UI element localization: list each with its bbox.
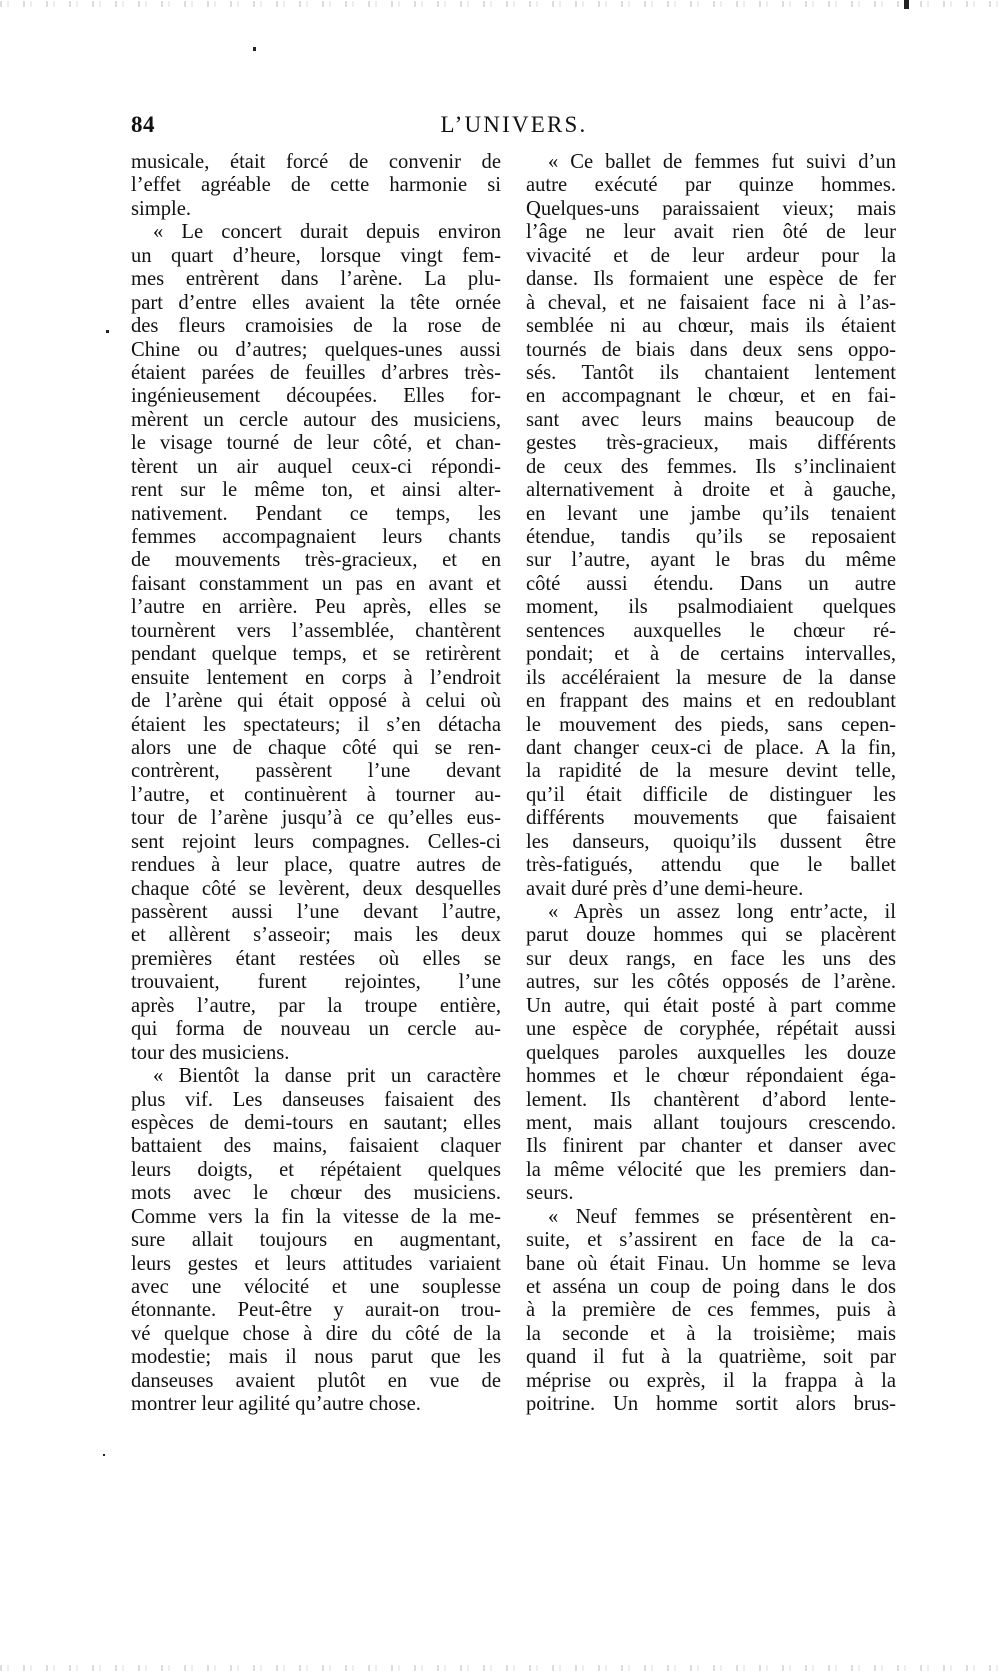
right-column [526,151,896,1417]
text-line: mèrent un cercle autour des musiciens, [131,408,501,431]
text-line: « Ce ballet de femmes fut suivi d’un [548,151,896,173]
text-line: plus vif. Les danseuses faisaient des [131,1088,501,1111]
text-line: une espèce de coryphée, répétait aussi [526,1018,896,1041]
text-line: le visage tourné de leur côté, et chan- [131,432,501,455]
text-line: Quelques-uns paraissaient vieux; mais [526,197,896,220]
text-line: l’autre en arrière. Peu après, elles se [131,596,501,619]
text-line: autres, sur les côtés opposés de l’arène. [526,971,896,994]
text-line: tèrent un air auquel ceux-ci répondi- [131,455,501,478]
text-line: de ceux des femmes. Ils s’inclinaient [526,455,896,478]
text-line: dant changer ceux-ci de place. A la fin, [526,736,896,759]
text-line: premières étant restées où elles se [131,947,501,970]
text-line: ils accéléraient la mesure de la danse [526,666,896,689]
text-line: autre exécuté par quinze hommes. [526,174,896,197]
text-line: battaient des mains, faisaient claquer [131,1135,501,1158]
text-line: pendant quelque temps, et se retirèrent [131,643,501,666]
page-number: 84 [131,112,155,137]
text-line: passèrent aussi l’une devant l’autre, [131,901,501,923]
text-line: des fleurs cramoisies de la rose de [131,315,501,338]
text-line: en accompagnant le chœur, et en fai- [526,385,896,408]
text-line: quelques paroles auxquelles les douze [526,1041,896,1064]
text-line: étaient les spectateurs; il s’en détacha [131,713,501,736]
text-line: sent rejoint leurs compagnes. Celles-ci [131,830,501,853]
text-line: tournèrent vers l’assemblée, chantèrent [131,619,501,642]
text-line: trouvaient, furent rejointes, l’une [131,971,501,994]
left-column [131,151,501,1417]
text-line: contrèrent, passèrent l’une devant [131,760,501,783]
text-line: les danseurs, quoiqu’ils dussent être [526,830,896,853]
text-line: à cheval, et ne faisaient face ni à l’as- [526,291,896,314]
text-line: modestie; mais il nous parut que les [131,1346,501,1369]
text-line: tournés de biais dans deux sens oppo- [526,338,896,361]
text-line: Un autre, qui était posté à part comme [526,994,896,1017]
text-line: en frappant des mains et en redoublant [526,690,896,713]
text-line: vivacité et de leur ardeur pour la [526,244,896,267]
text-line: en levant une jambe qu’ils tenaient [526,502,896,525]
text-line: tour des musiciens. [131,1041,290,1064]
text-line: étendue, tandis qu’ils se reposaient [526,526,896,548]
text-line: part d’entre elles avaient la tête ornée [131,291,501,314]
text-line: après l’autre, par la troupe entière, [131,994,501,1017]
text-line: rent sur le même ton, et ainsi alter- [131,479,501,502]
text-line: sant avec leurs mains beaucoup de [526,408,896,431]
text-line: la rapidité de la mesure devint telle, [526,760,896,783]
text-line: hommes et le chœur répondaient éga- [526,1065,896,1088]
text-line: sentences auxquelles le chœur ré- [526,619,896,642]
text-line: mots avec le chœur des musiciens. [131,1182,501,1205]
text-line: poitrine. Un homme sortit alors brus- [526,1393,896,1416]
text-line: leurs doigts, et répétaient quelques [131,1158,501,1181]
text-line: lement. Ils chantèrent d’abord lente- [526,1088,896,1111]
text-line: leurs gestes et leurs attitudes variaient [131,1252,501,1275]
text-line: faisant constamment un pas en avant et [131,572,501,595]
text-line: avait duré près d’une demi-heure. [526,877,804,900]
text-line: espèces de demi-tours en sautant; elles [131,1111,501,1134]
text-line: de mouvements très-gracieux, et en [131,549,501,572]
text-line: à la première de ces femmes, puis à [526,1299,896,1322]
text-line: bane où était Finau. Un homme se leva [526,1252,896,1275]
text-line: sure allait toujours en augmentant, [131,1229,501,1252]
text-line: musicale, était forcé de convenir de [131,151,501,173]
text-line: « Après un assez long entr’acte, il [548,901,896,923]
scan-speck [904,0,909,9]
running-title: L’UNIVERS. [440,112,588,137]
text-line: quand il fut à la quatrième, soit par [526,1346,896,1369]
text-line: chaque côté se levèrent, deux desquelles [131,877,501,900]
text-line: Comme vers la fin la vitesse de la me- [131,1205,501,1228]
text-line: l’âge ne leur avait rien ôté de leur [526,221,896,244]
scan-artifact-top [0,1,1000,7]
text-line: Ils finirent par chanter et danser avec [526,1135,896,1158]
text-line: l’effet agréable de cette harmonie si [131,174,501,197]
scan-speck [106,330,109,333]
text-line: suite, et s’assirent en face de la ca- [526,1229,896,1252]
text-line: seurs. [526,1182,574,1205]
text-line: moment, ils psalmodiaient quelques [526,596,896,619]
text-line: ingénieusement découpées. Elles for- [131,385,501,408]
text-line: gestes très-gracieux, mais différents [526,432,896,455]
text-line: sur deux rangs, en face les uns des [526,947,896,970]
text-line: côté aussi étendu. Dans un autre [526,572,896,595]
text-line: et allèrent s’asseoir; mais les deux [131,924,501,947]
text-line: semblée ni au chœur, mais ils étaient [526,315,896,338]
text-line: un quart d’heure, lorsque vingt fem- [131,244,501,267]
text-line: et asséna un coup de poing dans le dos [526,1276,896,1298]
text-line: tour de l’arène jusqu’à ce qu’elles eus- [131,807,501,830]
text-line: alors une de chaque côté qui se ren- [131,736,501,759]
text-line: « Le concert durait depuis environ [153,221,501,244]
text-line: étonnante. Peut-être y aurait-on trou- [131,1299,501,1322]
text-line: qu’il était difficile de distinguer les [526,783,896,806]
text-line: ensuite lentement en corps à l’endroit [131,666,501,689]
text-line: ment, mais allant toujours crescendo. [526,1111,896,1134]
text-line: simple. [131,197,192,220]
text-line: alternativement à droite et à gauche, [526,479,896,502]
text-line: avec une vélocité et une souplesse [131,1276,501,1298]
scan-speck [103,1454,105,1456]
scan-artifact-bottom [0,1665,1000,1671]
text-line: méprise ou exprès, il la frappa à la [526,1369,896,1392]
text-line: étaient parées de feuilles d’arbres très- [131,361,501,384]
text-line: très-fatigués, attendu que le ballet [526,854,896,877]
text-line: le mouvement des pieds, sans cepen- [526,713,896,736]
text-line: sés. Tantôt ils chantaient lentement [526,361,896,384]
text-line: qui forma de nouveau un cercle au- [131,1018,501,1041]
text-line: la même vélocité que les premiers dan- [526,1158,896,1181]
text-line: vé quelque chose à dire du côté de la [131,1322,501,1345]
scan-speck [253,47,256,51]
text-line: l’autre, et continuèrent à tourner au- [131,783,501,806]
text-line: nativement. Pendant ce temps, les [131,502,501,525]
page-header [131,112,897,142]
text-line: rendues à leur place, quatre autres de [131,854,501,877]
text-line: de l’arène qui était opposé à celui où [131,690,501,713]
text-line: danseuses avaient plutôt en vue de [131,1369,501,1392]
text-line: différents mouvements que faisaient [526,807,896,830]
text-line: danse. Ils formaient une espèce de fer [526,268,896,291]
text-line: femmes accompagnaient leurs chants [131,526,501,548]
text-line: montrer leur agilité qu’autre chose. [131,1393,421,1416]
text-line: pondait; et à de certains intervalles, [526,643,896,666]
text-line: sur l’autre, ayant le bras du même [526,549,896,572]
text-line: la seconde et à la troisième; mais [526,1322,896,1345]
text-line: Chine ou d’autres; quelques-unes aussi [131,338,501,361]
text-line: parut douze hommes qui se placèrent [526,924,896,947]
text-line: « Neuf femmes se présentèrent en- [548,1205,896,1228]
text-line: mes entrèrent dans l’arène. La plu- [131,268,501,291]
text-line: « Bientôt la danse prit un caractère [153,1065,501,1088]
